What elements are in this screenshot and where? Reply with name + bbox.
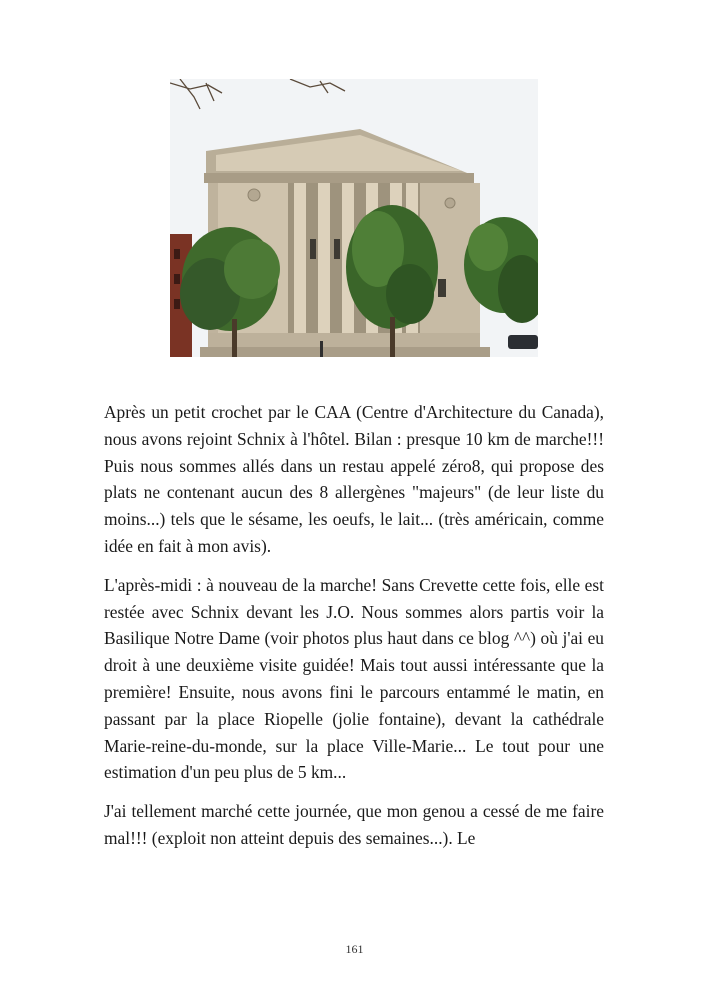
paragraph: J'ai tellement marché cette journée, que mon genou a cessé de me faire mal!!! (exploit non atteint depuis des semaines...). Le — [104, 801, 604, 848]
building-illustration — [170, 79, 538, 357]
parked-car — [508, 335, 538, 349]
page-number: 161 — [345, 942, 364, 956]
paragraph: L'après-midi : à nouveau de la marche! Sans Crevette cette fois, elle est restée avec Schnix devant les J.O. Nous sommes alors partis voir la Basilique Notre Dame (voir photos plus haut dans ce blog ^^) où j'ai eu droit à une deuxième visite guidée! Mais tout aussi intéressante que la première! Ensuite, nous avons fini le parcours entammé le matin, en passant par la place Riopelle (jolie fontaine), devant la cathédrale Marie-reine-du-monde, sur la place Ville-Marie... Le tout pour une estimation d'un peu plus de 5 km... — [104, 574, 604, 783]
paragraph: Après un petit crochet par le CAA (Centre d'Architecture du Canada), nous avons rejoint Schnix à l'hôtel. Bilan : presque 10 km de marche!!! Puis nous sommes allés dans un restau appelé zéro8, qui propose des plats ne contenant aucun des 8 allergènes "majeurs" (de leur liste du moins...) tels que le sésame, les oeufs, le lait... (très américain, comme idée en fait à mon avis). — [104, 402, 604, 556]
body-text — [104, 399, 604, 864]
building-photo — [170, 79, 538, 357]
